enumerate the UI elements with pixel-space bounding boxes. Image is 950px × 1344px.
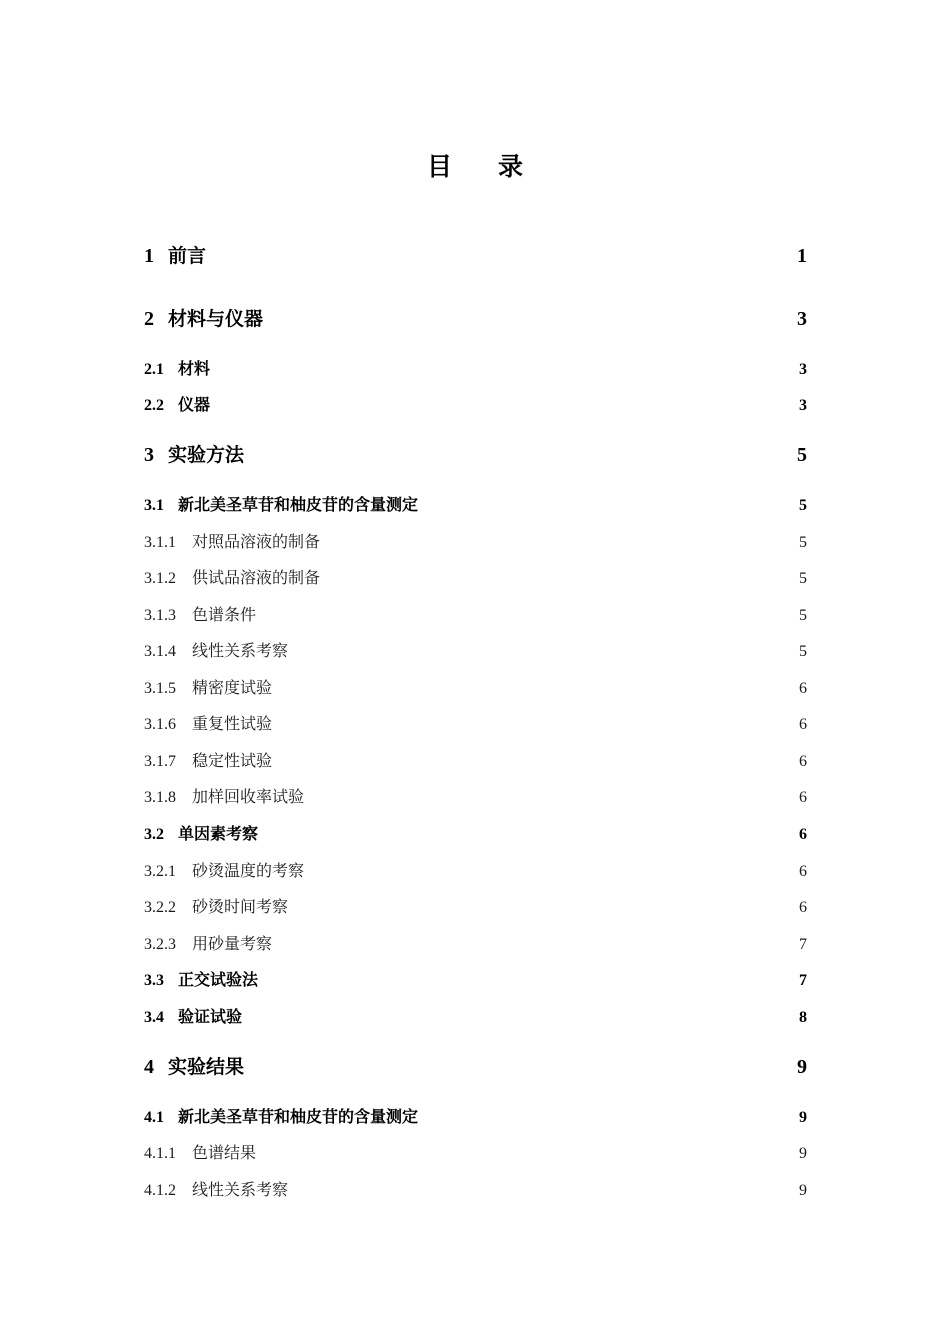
toc-entry-label: 稳定性试验: [192, 751, 273, 770]
toc-entry-number: 4.1.2: [144, 1182, 176, 1199]
toc-entry-3-1-1[interactable]: [144, 531, 807, 554]
toc-entry-number: 2.2: [144, 397, 164, 414]
toc-entry-label: 材料与仪器: [168, 308, 264, 330]
toc-entry-3-1-2[interactable]: [144, 567, 807, 590]
toc-entry-number: 3.4: [144, 1009, 164, 1026]
toc-entry-label: 对照品溶液的制备: [192, 532, 321, 551]
toc-entry-label: 线性关系考察: [192, 1180, 289, 1199]
toc-entry-number: 1: [144, 245, 154, 267]
toc-entry-page: 3: [799, 397, 807, 414]
toc-entry-number: 3: [144, 444, 154, 466]
toc-entry-number: 3.1.7: [144, 753, 176, 770]
toc-entry-page: 7: [799, 972, 807, 989]
toc-entry-page: 3: [797, 308, 807, 330]
toc-entry-3-2-2[interactable]: [144, 896, 807, 919]
toc-entry-label: 新北美圣草苷和柚皮苷的含量测定: [178, 495, 419, 514]
toc-entry-label: 加样回收率试验: [192, 787, 305, 806]
toc-entry-page: 9: [799, 1182, 807, 1199]
toc-entry-label: 实验方法: [168, 444, 245, 466]
toc-entry-page: 6: [799, 753, 807, 770]
page-title-char-2: 录: [498, 152, 524, 181]
toc-entry-page: 5: [799, 497, 807, 514]
toc-entry-label: 精密度试验: [192, 678, 273, 697]
toc-entry-label: 实验结果: [168, 1056, 245, 1078]
toc-entry-number: 3.2.2: [144, 899, 176, 916]
toc-entry-label: 验证试验: [178, 1007, 243, 1026]
toc-entry-4-1-2[interactable]: [144, 1179, 807, 1202]
toc-entry-3-3[interactable]: [144, 969, 807, 992]
toc-entry-4-1-1[interactable]: [144, 1142, 807, 1165]
toc-entry-1[interactable]: [144, 243, 807, 269]
toc-entry-label: 用砂量考察: [192, 934, 273, 953]
toc-entry-page: 5: [797, 444, 807, 466]
toc-entry-page: 6: [799, 899, 807, 916]
toc-entry-4[interactable]: [144, 1054, 807, 1080]
toc-entry-page: 8: [799, 1009, 807, 1026]
toc-entry-number: 2: [144, 308, 154, 330]
toc-entry-3-1-6[interactable]: [144, 713, 807, 736]
toc-entry-number: 4.1.1: [144, 1145, 176, 1162]
toc-entry-number: 3.1: [144, 497, 164, 514]
toc-entry-number: 3.1.8: [144, 789, 176, 806]
toc-entry-label: 材料: [178, 359, 211, 378]
toc-entry-3-2-1[interactable]: [144, 860, 807, 883]
toc-entry-2-1[interactable]: [144, 358, 807, 381]
toc-entry-3[interactable]: [144, 442, 807, 468]
toc-entry-3-1-4[interactable]: [144, 640, 807, 663]
toc-entry-number: 3.3: [144, 972, 164, 989]
toc-entry-3-2-3[interactable]: [144, 933, 807, 956]
toc-entry-2[interactable]: [144, 306, 807, 332]
toc-entry-label: 砂烫时间考察: [192, 897, 289, 916]
toc-entry-label: 供试品溶液的制备: [192, 568, 321, 587]
toc-entry-label: 线性关系考察: [192, 641, 289, 660]
toc-entry-label: 色谱结果: [192, 1143, 257, 1162]
toc-entry-page: 6: [799, 716, 807, 733]
toc-entry-3-1-8[interactable]: [144, 786, 807, 809]
toc-entry-number: 3.1.2: [144, 570, 176, 587]
toc-entry-page: 7: [799, 936, 807, 953]
table-of-contents: [144, 0, 807, 1344]
toc-entry-number: 3.1.1: [144, 534, 176, 551]
toc-entry-number: 4: [144, 1056, 154, 1078]
toc-entry-page: 6: [799, 826, 807, 843]
page-title-char-1: 目: [426, 152, 452, 181]
toc-entry-4-1[interactable]: [144, 1106, 807, 1129]
toc-entry-number: 3.1.4: [144, 643, 176, 660]
toc-entry-number: 3.2.3: [144, 936, 176, 953]
toc-entry-3-1-5[interactable]: [144, 677, 807, 700]
toc-entry-page: 5: [799, 607, 807, 624]
toc-entry-page: 5: [799, 643, 807, 660]
toc-entry-page: 5: [799, 570, 807, 587]
toc-entry-3-1-3[interactable]: [144, 604, 807, 627]
toc-entry-label: 前言: [168, 245, 207, 267]
toc-entry-label: 砂烫温度的考察: [192, 861, 305, 880]
toc-entry-number: 3.1.3: [144, 607, 176, 624]
toc-entry-3-1-7[interactable]: [144, 750, 807, 773]
toc-entry-2-2[interactable]: [144, 394, 807, 417]
toc-entry-label: 单因素考察: [178, 824, 259, 843]
toc-entry-label: 色谱条件: [192, 605, 257, 624]
toc-entry-number: 3.1.6: [144, 716, 176, 733]
toc-entry-page: 9: [799, 1145, 807, 1162]
toc-entry-page: 1: [797, 245, 807, 267]
toc-entry-number: 3.2: [144, 826, 164, 843]
toc-entry-3-1[interactable]: [144, 494, 807, 517]
toc-entry-3-2[interactable]: [144, 823, 807, 846]
toc-entry-label: 正交试验法: [178, 970, 259, 989]
toc-entry-page: 3: [799, 361, 807, 378]
toc-entry-page: 9: [799, 1109, 807, 1126]
toc-entry-page: 6: [799, 680, 807, 697]
toc-entry-page: 6: [799, 863, 807, 880]
toc-entry-number: 3.1.5: [144, 680, 176, 697]
toc-entry-number: 4.1: [144, 1109, 164, 1126]
toc-entry-number: 2.1: [144, 361, 164, 378]
toc-entry-page: 6: [799, 789, 807, 806]
toc-entry-label: 仪器: [178, 395, 211, 414]
toc-entry-page: 9: [797, 1056, 807, 1078]
toc-entry-3-4[interactable]: [144, 1006, 807, 1029]
toc-entry-label: 重复性试验: [192, 714, 273, 733]
toc-entry-label: 新北美圣草苷和柚皮苷的含量测定: [178, 1107, 419, 1126]
toc-entry-number: 3.2.1: [144, 863, 176, 880]
toc-entry-page: 5: [799, 534, 807, 551]
